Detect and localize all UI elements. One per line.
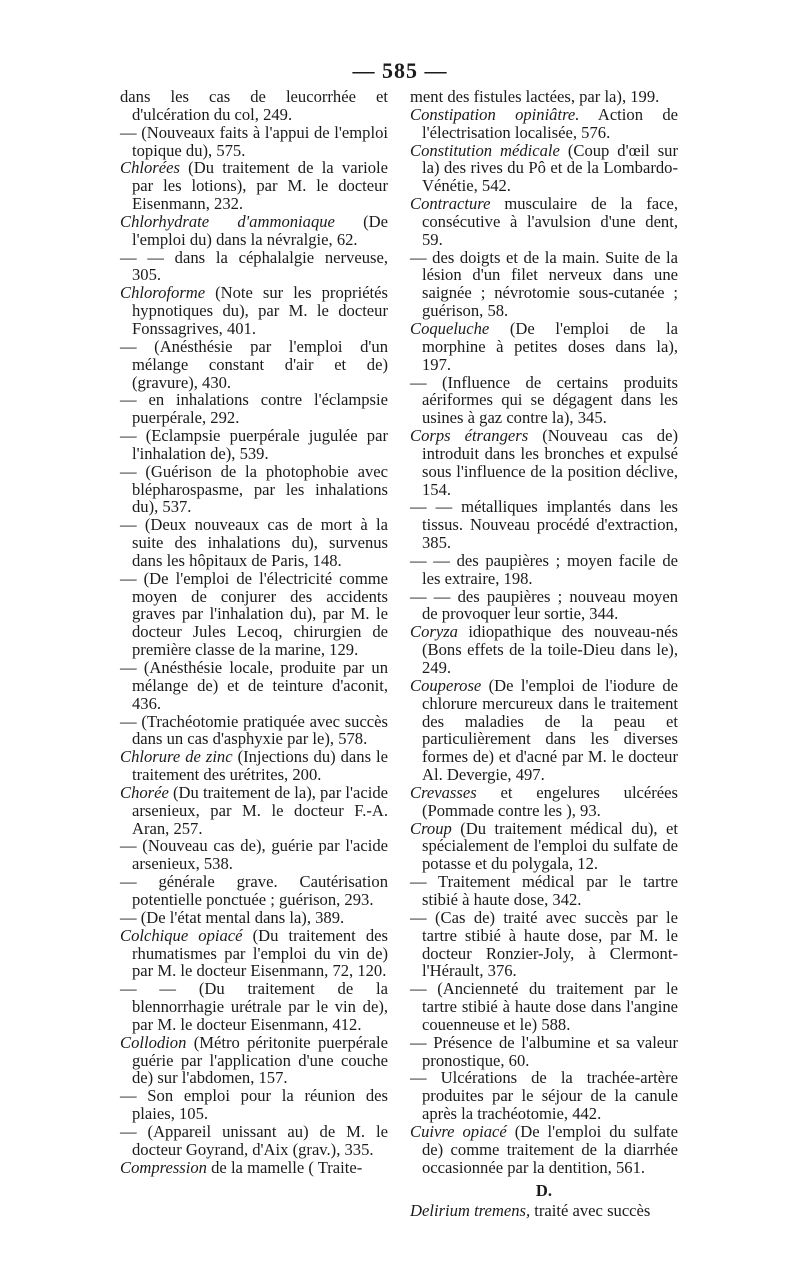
entry-text: (Métro péritonite puerpérale guérie par l'application d'une couche de) sur l'abdomen, 157. — [132, 1032, 388, 1088]
entry-text: (Nouveau cas de) introduit dans les bronches et expulsé sous l'influence de la position déclive, 154. — [422, 426, 678, 499]
entry-heading: Croup — [410, 818, 452, 838]
entry-heading: Chlorhydrate d'ammoniaque — [120, 211, 335, 231]
index-entry — [120, 1123, 388, 1159]
entry-text: — des doigts et de la main. Suite de la lésion d'un filet nerveux dans une saignée ; névrotomie sous-cutanée ; guérison, 58. — [410, 247, 678, 321]
index-entry — [120, 1087, 388, 1123]
entry-heading: Delirium tremens, — [410, 1201, 531, 1221]
index-entry — [120, 391, 388, 427]
index-entry — [120, 837, 388, 873]
entry-text: ment des fistules lactées, par la), 199. — [410, 87, 660, 106]
index-entry — [410, 873, 678, 909]
entry-text: musculaire de la face, consécutive à l'avulsion d'une dent, 59. — [422, 194, 678, 249]
index-entry — [120, 980, 388, 1034]
entry-heading: Chlorure de zinc — [120, 747, 233, 767]
entry-text: — Traitement médical par le tartre stibié à haute dose, 342. — [410, 872, 678, 909]
entry-text: — (Influence de certains produits aériformes qui se dégagent dans les usines à gaz contre la), 345. — [410, 372, 678, 428]
entry-heading: Colchique opiacé — [120, 925, 243, 945]
entry-text: — (Appareil unissant au) de M. le docteur Goyrand, d'Aix (grav.), 335. — [120, 1121, 388, 1159]
entry-heading: Coqueluche — [410, 318, 490, 338]
index-entry — [120, 124, 388, 160]
entry-text: — (Ancienneté du traitement par le tartre stibié à haute dose dans l'angine couenneuse et le) 588. — [410, 979, 678, 1034]
index-entry — [410, 820, 678, 874]
entry-heading: Chloroforme — [120, 283, 206, 303]
entry-text: — (Anésthésie locale, produite par un mélange de) et de teinture d'aconit, 436. — [120, 658, 388, 713]
index-entry — [410, 588, 678, 624]
entry-text: — (Anésthésie par l'emploi d'un mélange constant d'air et de) (gravure), 430. — [120, 336, 388, 392]
index-entry — [120, 927, 388, 981]
index-entry — [120, 873, 388, 909]
entry-heading: Collodion — [120, 1032, 187, 1052]
entry-text: (Du traitement de la variole par les lotions), par M. le docteur Eisenmann, 232. — [132, 158, 388, 214]
entry-text: et engelures ulcérées (Pommade contre les ), 93. — [422, 782, 678, 820]
index-entry — [410, 1202, 678, 1220]
entry-heading: Couperose — [410, 675, 482, 695]
index-entry — [410, 498, 678, 552]
entry-text: — (Guérison de la photophobie avec blépharospasme, par les inhalations du), 537. — [120, 461, 388, 517]
entry-text: (Du traitement des rhumatismes par l'emploi du vin de) par M. le docteur Eisenmann, 72, 120. — [132, 925, 388, 981]
entry-text: — (De l'état mental dans la), 389. — [120, 907, 345, 927]
entry-text: — — (Du traitement de la blennorrhagie urétrale par le vin de), par M. le docteur Eisenmann, 412. — [120, 979, 388, 1034]
index-entry — [410, 142, 678, 196]
index-entry — [120, 249, 388, 285]
entry-text: (De l'emploi de l'iodure de chlorure mercureux dans le traitement des maladies de la peau et particulièrement dans les diverses formes de) et d'acné par M. le docteur Al. Devergie, 497. — [422, 675, 678, 785]
entry-heading: Contracture — [410, 194, 491, 214]
index-entry — [120, 784, 388, 838]
entry-heading: Coryza — [410, 622, 458, 642]
entry-text: (Du traitement de la), par l'acide arsenieux, par M. le docteur F.-A. Aran, 257. — [132, 782, 388, 838]
entry-text: dans les cas de leucorrhée et d'ulcération du col, 249. — [120, 87, 388, 124]
index-entry — [410, 1069, 678, 1123]
entry-text: — (De l'emploi de l'électricité comme moyen de conjurer des accidents graves par l'inhalation du), par M. le docteur Jules Lecoq, chirurgien de première classe de la marine, 129. — [120, 568, 388, 660]
left-column — [120, 88, 388, 1176]
entry-text: — Ulcérations de la trachée-artère produites par le séjour de la canule après la trachéotomie, 442. — [410, 1068, 678, 1124]
index-entry — [120, 88, 388, 124]
entry-text: — — métalliques implantés dans les tissus. Nouveau procédé d'extraction, 385. — [410, 497, 678, 553]
entry-text: (De l'emploi du sulfate de) comme traitement de la diarrhée occasionnée par la dentition, 561. — [422, 1121, 678, 1177]
index-entry — [410, 552, 678, 588]
entry-heading: Compression — [120, 1157, 207, 1177]
entry-text: — générale grave. Cautérisation potentielle ponctuée ; guérison, 293. — [120, 872, 388, 909]
entry-text: (Du traitement médical du), et spécialement de l'emploi du sulfate de potasse et du polygala, 12. — [422, 818, 678, 874]
index-entry — [410, 427, 678, 498]
entry-text: — (Cas de) traité avec succès par le tartre stibié à haute dose, par M. le docteur Ronzier-Joly, à Clermont-l'Hérault, 376. — [410, 907, 678, 981]
index-entry — [120, 516, 388, 570]
entry-text: — (Trachéotomie pratiquée avec succès dans un cas d'asphyxie par le), 578. — [120, 711, 388, 749]
index-entry — [120, 1159, 388, 1177]
index-entry — [120, 159, 388, 213]
index-entry — [410, 195, 678, 249]
index-entry — [410, 374, 678, 428]
entry-text: (Coup d'œil sur la) des rives du Pô et de la Lombardo-Vénétie, 542. — [422, 140, 678, 196]
index-entry — [410, 980, 678, 1034]
index-entry — [120, 427, 388, 463]
index-entry — [410, 1034, 678, 1070]
index-entry — [120, 659, 388, 713]
entry-text: — en inhalations contre l'éclampsie puerpérale, 292. — [120, 390, 388, 428]
entry-text: (De l'emploi du) dans la névralgie, 62. — [132, 211, 388, 249]
index-entry — [120, 570, 388, 659]
index-entry — [410, 1123, 678, 1177]
entry-heading: Cuivre opiacé — [410, 1121, 507, 1141]
entry-text: — — des paupières ; moyen facile de les extraire, 198. — [410, 550, 678, 588]
entry-text: — — des paupières ; nouveau moyen de provoquer leur sortie, 344. — [410, 586, 678, 624]
index-entry — [120, 213, 388, 249]
index-entry — [120, 713, 388, 749]
index-entry — [410, 623, 678, 677]
entry-text: (Note sur les propriétés hypnotiques du), par M. le docteur Fonssagrives, 401. — [132, 283, 388, 338]
index-entry — [120, 1034, 388, 1088]
entry-heading: Chorée — [120, 782, 169, 802]
entry-text: — (Nouveaux faits à l'appui de l'emploi topique du), 575. — [120, 122, 388, 160]
entry-text: (De l'emploi de la morphine à petites doses dans la), 197. — [422, 318, 678, 374]
index-entry — [120, 463, 388, 517]
entry-text: — — dans la céphalalgie nerveuse, 305. — [120, 247, 388, 285]
entry-text: Action de l'électrisation localisée, 576. — [422, 104, 678, 142]
section-letter: D. — [535, 1181, 553, 1201]
right-column-entries — [410, 88, 678, 1176]
index-entry — [410, 677, 678, 784]
index-entry — [410, 88, 678, 106]
entry-text: traité avec succès — [530, 1201, 651, 1221]
index-entry — [120, 748, 388, 784]
entry-text: idiopathique des nouveau-nés (Bons effets de la toile-Dieu dans le), 249. — [422, 622, 678, 677]
page-number: — 585 — — [352, 58, 448, 83]
index-entry — [120, 909, 388, 927]
entry-text: (Injections du) dans le traitement des urétrites, 200. — [132, 747, 388, 785]
index-entry — [410, 249, 678, 320]
right-column — [410, 88, 678, 1220]
index-entry — [410, 106, 678, 142]
entry-heading: Constitution médicale — [410, 140, 560, 160]
entry-heading: Constipation opiniâtre. — [410, 104, 580, 124]
entry-heading: Crevasses — [410, 782, 477, 802]
entry-text: — (Nouveau cas de), guérie par l'acide arsenieux, 538. — [120, 836, 388, 874]
entry-text: — Son emploi pour la réunion des plaies, 105. — [120, 1086, 388, 1124]
entry-text: — (Deux nouveaux cas de mort à la suite des inhalations du), survenus dans les hôpitaux de Paris, 148. — [120, 515, 388, 570]
index-entry — [410, 784, 678, 820]
index-entry — [120, 338, 388, 392]
entry-text: — (Eclampsie puerpérale jugulée par l'inhalation de), 539. — [120, 426, 388, 463]
entry-heading: Corps étrangers — [410, 426, 529, 446]
index-entry — [120, 284, 388, 338]
entry-heading: Chlorées — [120, 158, 180, 178]
entry-text: de la mamelle ( Traite- — [206, 1157, 363, 1177]
index-entry — [410, 909, 678, 980]
index-entry — [410, 320, 678, 374]
entry-text: — Présence de l'albumine et sa valeur pronostique, 60. — [410, 1032, 678, 1070]
